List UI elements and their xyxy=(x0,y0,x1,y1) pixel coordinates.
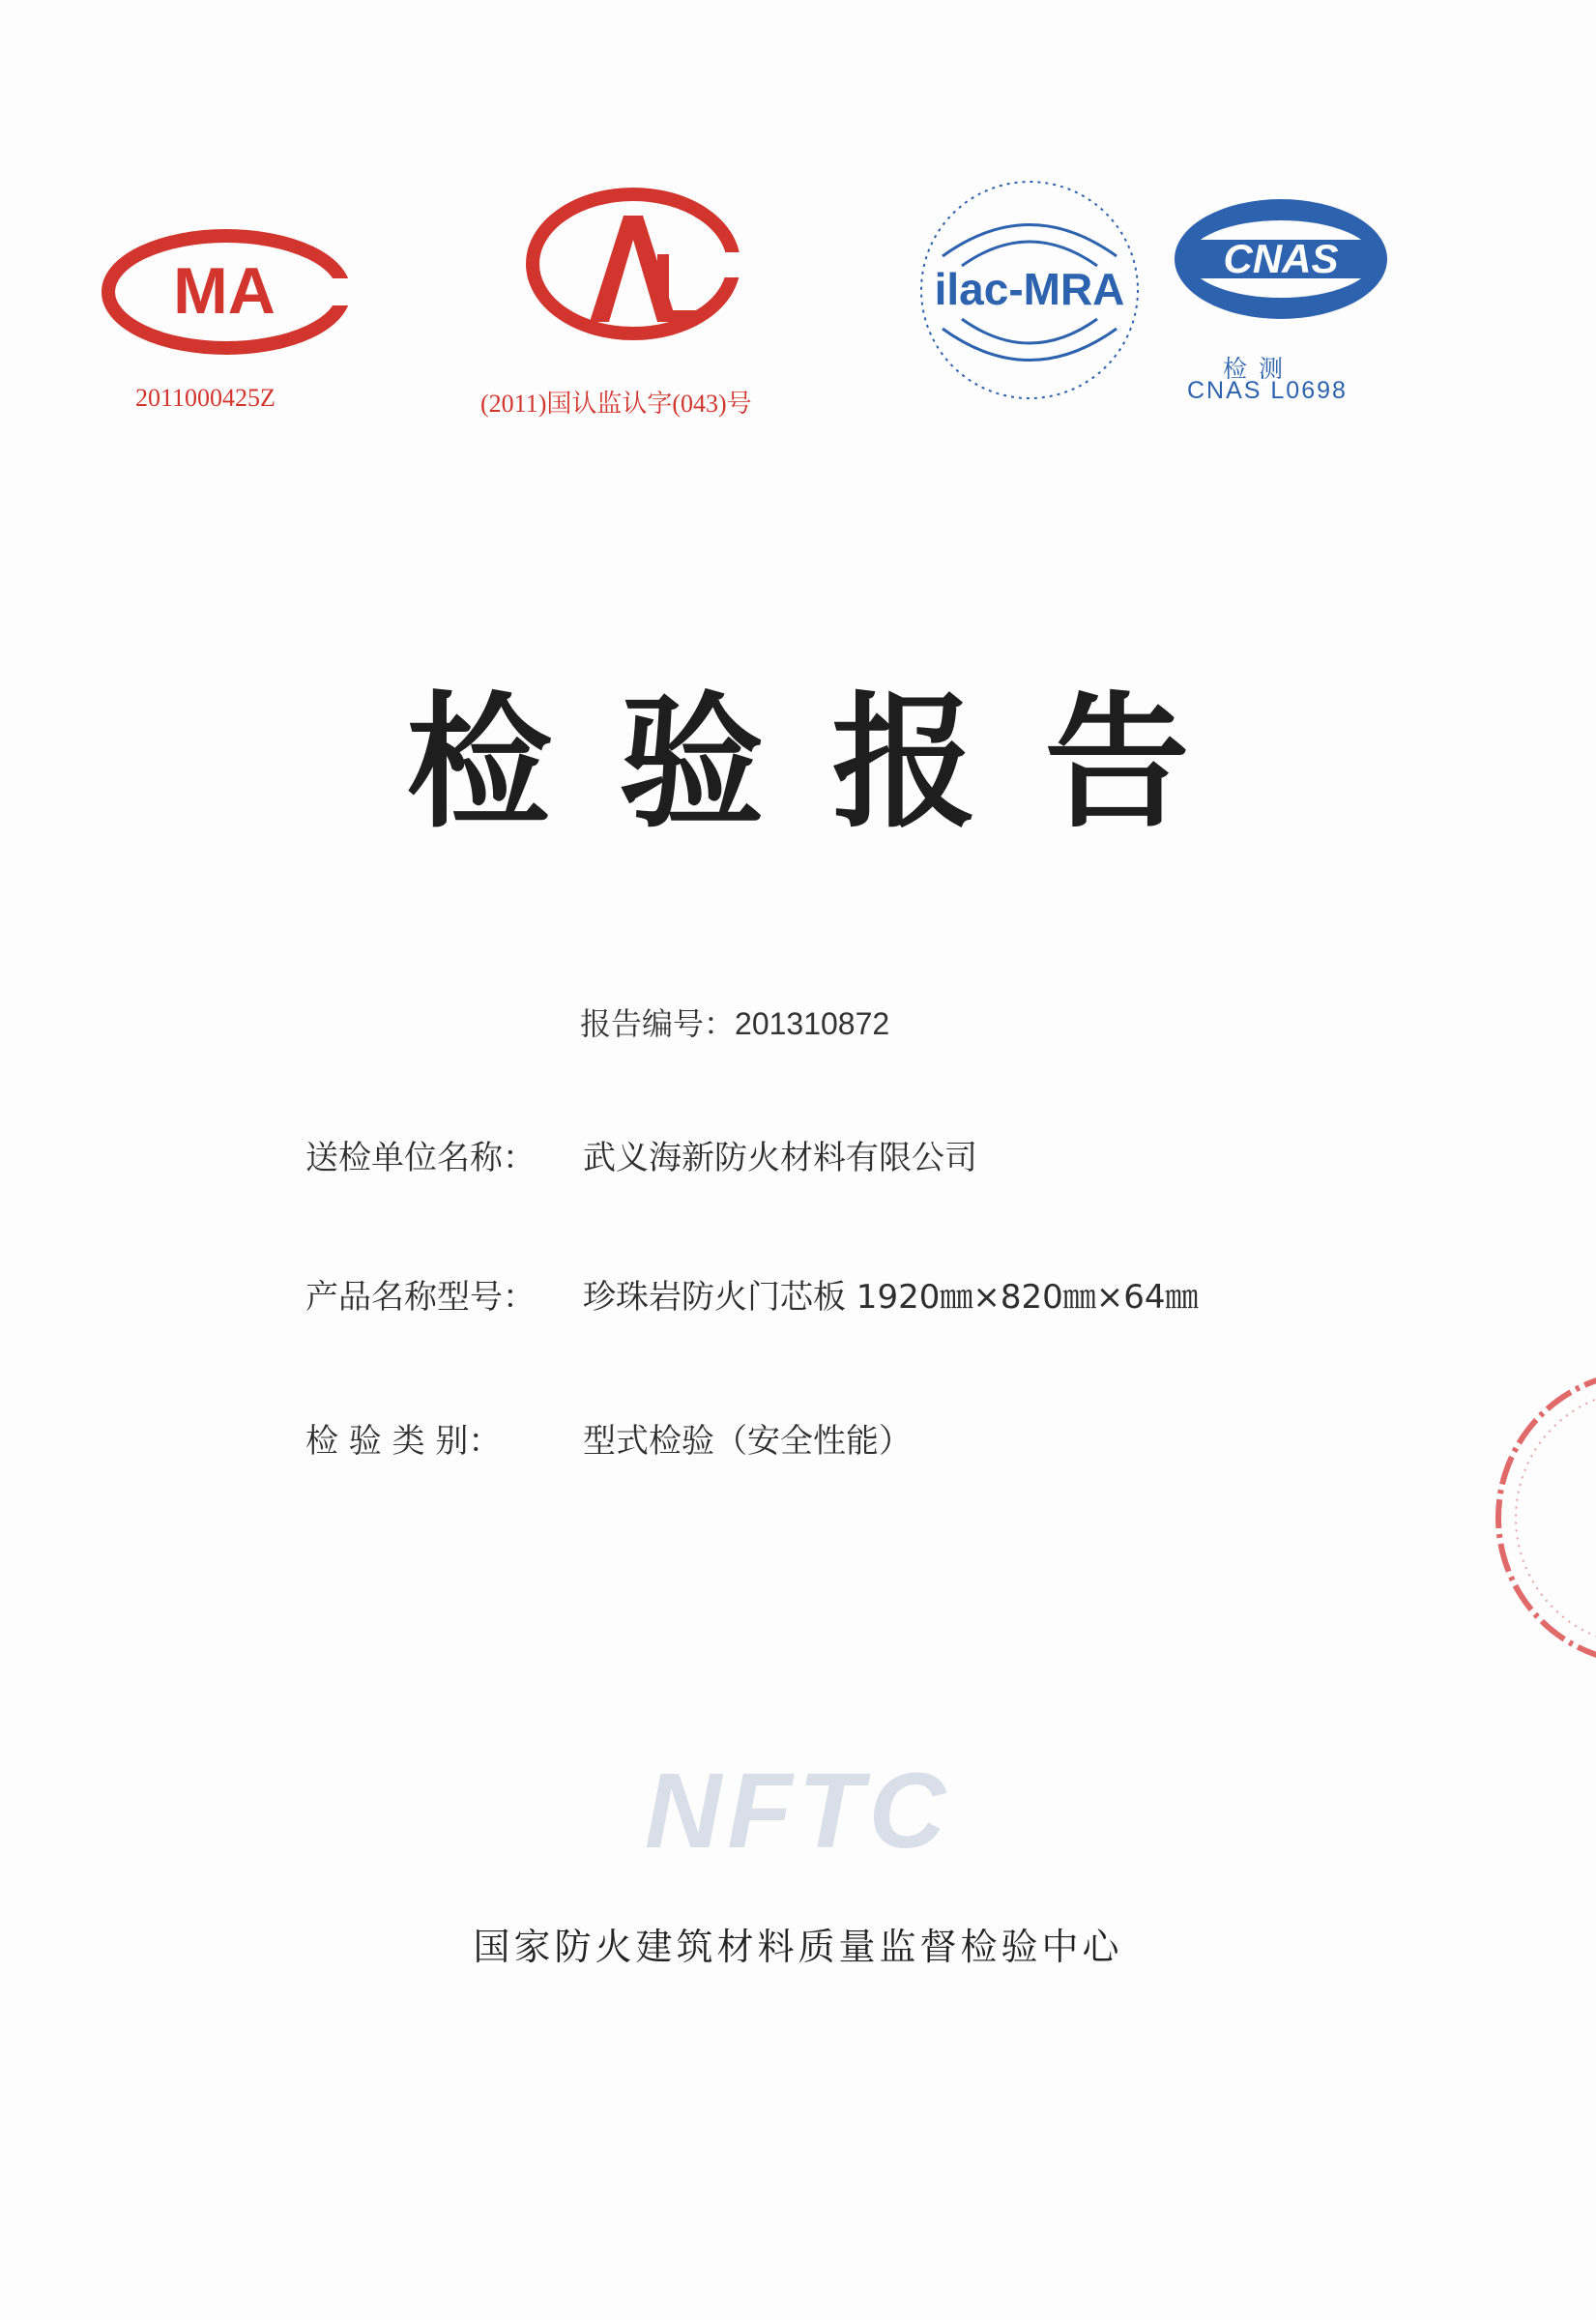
report-number xyxy=(580,1000,889,1044)
field-label: 送检单位名称： xyxy=(305,1139,536,1177)
field-inspection-type xyxy=(305,1414,912,1462)
field-label: 检 验 类 别： xyxy=(305,1422,502,1461)
field-value: 型式检验（安全性能） xyxy=(583,1422,912,1461)
report-title: 检验报告 xyxy=(406,680,1258,848)
cma-caption: 2011000425Z xyxy=(135,384,276,412)
cnas-caption-1: 检 测 xyxy=(1223,355,1285,383)
nftc-text: NFTC xyxy=(644,1752,952,1870)
field-product xyxy=(305,1270,1198,1318)
field-label: 产品名称型号： xyxy=(305,1278,536,1317)
field-client xyxy=(305,1131,977,1178)
official-seal xyxy=(1479,1363,1596,1672)
field-value: 珍珠岩防火门芯板 1920㎜×820㎜×64㎜ xyxy=(583,1278,1199,1317)
field-value: 武义海新防火材料有限公司 xyxy=(583,1139,977,1177)
cma-logo xyxy=(101,224,352,360)
nftc-watermark xyxy=(0,1750,1596,1872)
issuer-name: 国家防火建筑材料质量监督检验中心 xyxy=(473,1926,1123,1968)
report-number-value: 201310872 xyxy=(735,1006,890,1041)
report-number-label: 报告编号： xyxy=(580,1005,736,1042)
cnas-logo xyxy=(1165,184,1397,329)
cal-logo xyxy=(522,187,744,341)
svg-text:MA: MA xyxy=(173,254,276,328)
cnas-text: CNAS xyxy=(1223,236,1339,281)
cnas-caption-2: CNAS L0698 xyxy=(1187,377,1348,404)
ilac-mra-text: ilac-MRA xyxy=(934,264,1125,314)
cal-caption: (2011)国认监认字(043)号 xyxy=(480,390,752,418)
ilac-mra-logo xyxy=(914,174,1146,406)
